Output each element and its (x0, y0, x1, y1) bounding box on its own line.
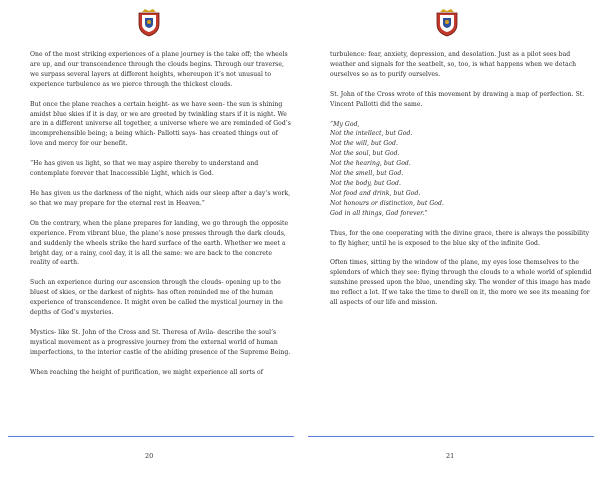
poem-line: Not the intellect, but God. (330, 130, 413, 138)
poem-line: Not the body, but God. (330, 179, 401, 187)
paragraph: Such an experience during our ascension through the clouds- opening up to the bluest of skies, or the darkest of nights- has often reminded me of the human experience of transcendence. It might even be called the mystical journey in the depths of God’s mysteries. (30, 279, 283, 317)
page-number: 20 (145, 452, 154, 460)
paragraph: St. John of the Cross wrote of this movement by drawing a map of perfection. St. Vincent Pallotti did the same. (330, 90, 585, 108)
poem-line: God in all things, God forever.” (330, 209, 428, 217)
paragraph: Mystics- like St. John of the Cross and St. Theresa of Avila- describe the soul’s mystical movement as a progressive journey from the external world of human imperfections, to the interior castle of the abiding presence of the Supreme Being. (30, 328, 291, 356)
paragraph: When reaching the height of purification, we might experience all sorts of (30, 368, 264, 376)
paragraph: turbulence: fear, anxiety, depression, and desolation. Just as a pilot sees bad weather and signals for the seatbelt, so, too, is what happens when we detach ourselves so as to purify ourselves. (330, 51, 577, 78)
footer-rule (8, 436, 294, 437)
paragraph: He has given us the darkness of the night, which aids our sleep after a day’s work, so that we may prepare for the eternal rest in Heaven.” (30, 189, 291, 207)
poem (330, 120, 592, 219)
footer-rule (308, 436, 594, 437)
page-number: 21 (446, 452, 455, 460)
poem-line: “My God, (330, 120, 360, 128)
paragraph: But once the plane reaches a certain height- as we have seen- the sun is shining amidst blue skies if it is day, or we are greeted by twinkling stars if it is night. We are in a different universe all together, a universe where we are reminded of God’s incomprehensible being; a being which- Pallotti says- has created things out of love and mercy for our benefit. (30, 100, 291, 148)
left-page-text (30, 50, 292, 388)
poem-line: Not the soul, but God. (330, 150, 400, 158)
right-page-text (330, 50, 592, 318)
paragraph: “He has given us light, so that we may aspire thereby to understand and contemplate forever that Inaccessible Light, which is God. (30, 160, 259, 178)
coat-of-arms-icon (136, 6, 162, 38)
poem-line: Not food and drink, but God. (330, 189, 421, 197)
poem-line: Not honours or distinction, but God. (330, 199, 444, 207)
paragraph: Often times, sitting by the window of the plane, my eyes lose themselves to the splendors of which they see: flying through the clouds to a whole world of splendid sunshine pressed upon the blue, unending sky. The wonder of this image has made me reflect a lot. If we take the time to dwell on it, the more we see its meaning for all aspects of our life and mission. (330, 259, 592, 307)
poem-line: Not the hearing, but God. (330, 160, 411, 168)
poem-line: Not the will, but God. (330, 140, 398, 148)
paragraph: On the contrary, when the plane prepares for landing, we go through the opposite experience. From vibrant blue, the plane’s nose presses through the dark clouds, and suddenly the wheels strike the hard surface of the earth. Whether we meet a bright day, or a rainy, cool day, it is all the same: we are back to the concrete reality of earth. (30, 219, 289, 267)
paragraph: One of the most striking experiences of a plane journey is the take off; the wheels are up, and our transcendence through the clouds begins. Through our traverse, we surpass several layers at different heights, whereupon it’s not unusual to experience turbulence as we pierce through the thickest clouds. (30, 51, 288, 88)
coat-of-arms-icon (434, 6, 460, 38)
paragraph: Thus, for the one cooperating with the divine grace, there is always the possibility to fly higher, until he is exposed to the blue sky of the infinite God. (330, 229, 590, 247)
poem-line: Not the smell, but God. (330, 170, 404, 178)
right-page (300, 0, 600, 478)
